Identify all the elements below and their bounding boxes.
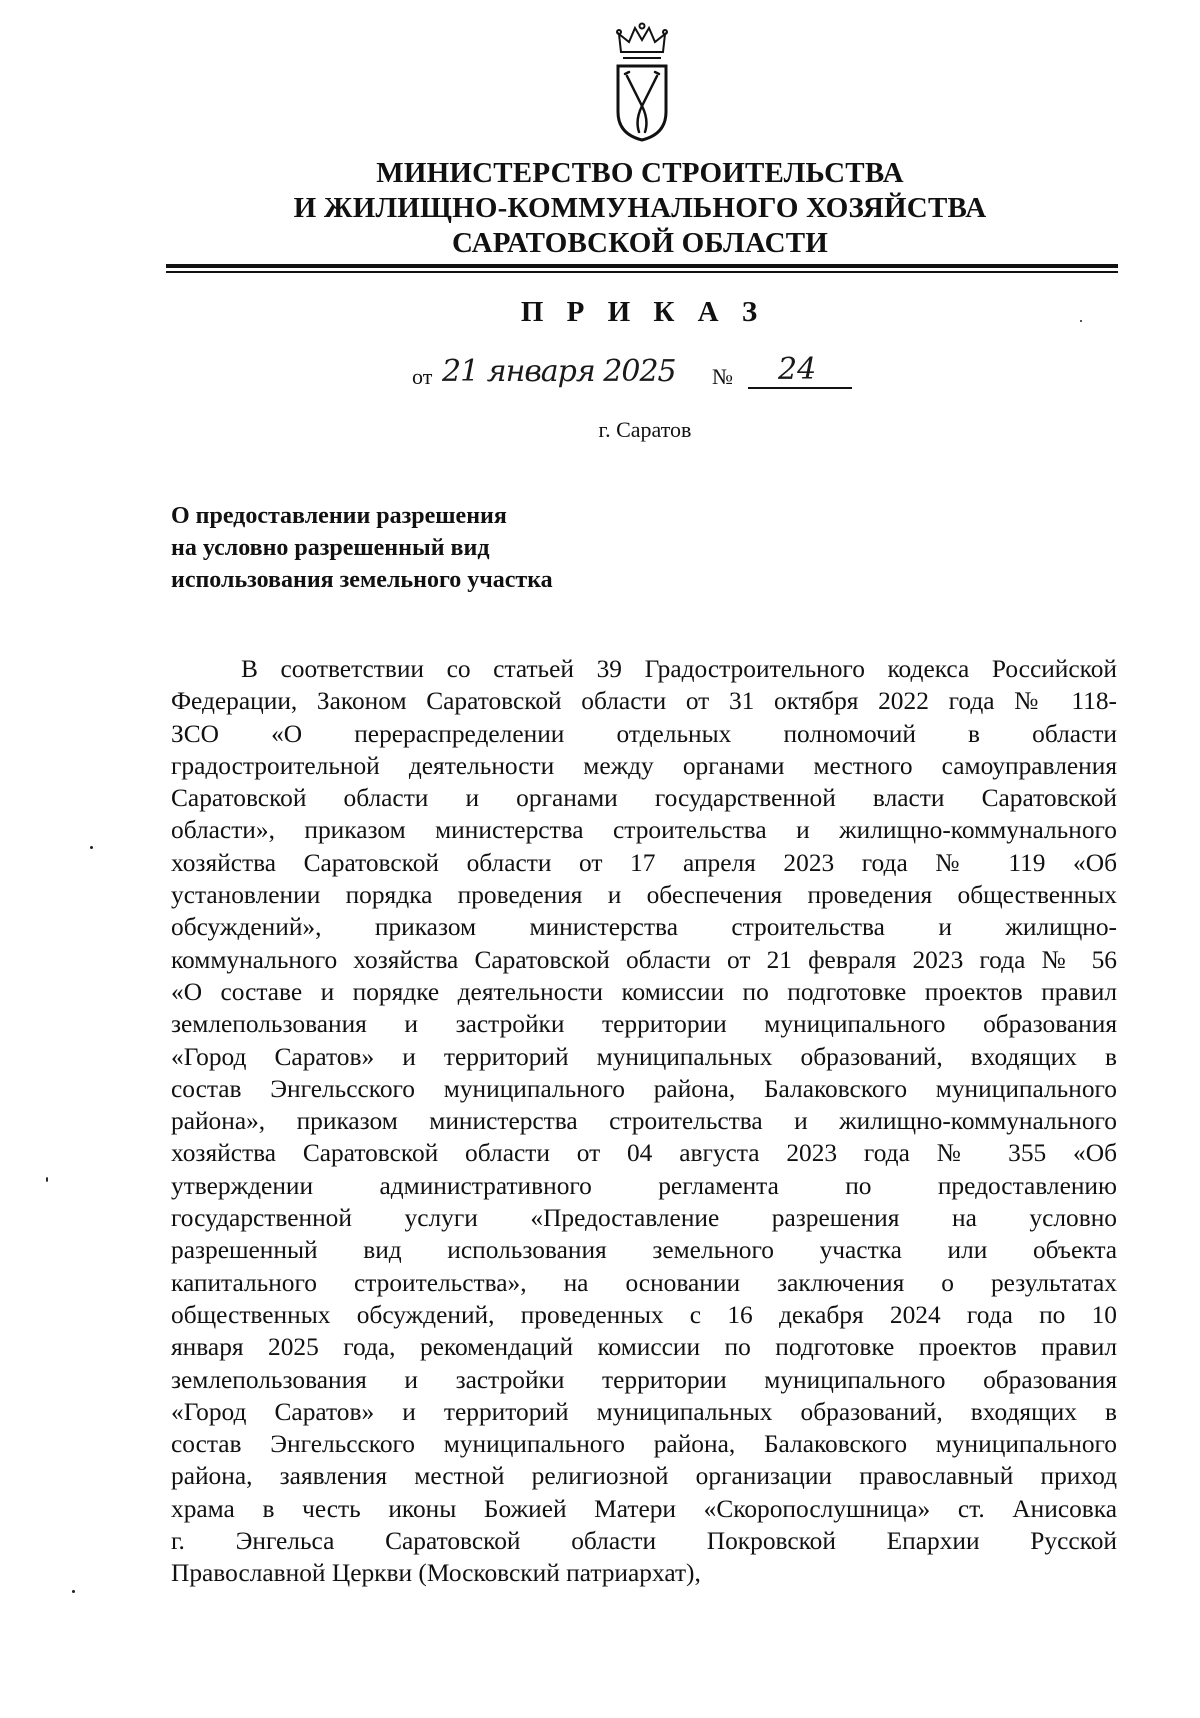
body-line: хозяйства Саратовской области от 17 апреля 2023 года № 119 «Об: [171, 848, 1117, 877]
body-line: коммунального хозяйства Саратовской области от 21 февраля 2023 года № 56: [171, 945, 1117, 974]
header-divider-thick: [166, 264, 1118, 268]
body-line: «Город Саратов» и территорий муниципальных образований, входящих в: [171, 1042, 1117, 1071]
body-line: землепользования и застройки территории муниципального образования: [171, 1365, 1117, 1394]
body-line: области», приказом министерства строительства и жилищно-коммунального: [171, 816, 1117, 845]
body-line: Федерации, Законом Саратовской области от 31 октября 2022 года № 118-: [171, 687, 1117, 716]
order-title: П Р И К А З: [520, 296, 766, 328]
subject-line-2: на условно разрешенный вид: [171, 535, 490, 561]
body-line: утверждении административного регламента по предоставлению: [171, 1171, 1117, 1200]
body-line: градостроительной деятельности между органами местного самоуправления: [171, 751, 1117, 780]
city-name: г. Саратов: [598, 417, 692, 442]
number-underline: [748, 387, 852, 389]
body-line: «Город Саратов» и территорий муниципальных образований, входящих в: [171, 1397, 1117, 1426]
body-line: землепользования и застройки территории муниципального образования: [171, 1010, 1117, 1039]
body-line: района», приказом министерства строительства и жилищно-коммунального: [171, 1107, 1117, 1136]
body-line: Православной Церкви (Московский патриархат),: [171, 1559, 701, 1588]
body-line: хозяйства Саратовской области от 04 августа 2023 года № 355 «Об: [171, 1139, 1117, 1168]
body-line: установлении порядка проведения и обеспечения проведения общественных: [171, 881, 1117, 910]
ministry-line-1: МИНИСТЕРСТВО СТРОИТЕЛЬСТВА: [376, 157, 904, 189]
body-line: государственной услуги «Предоставление разрешения на условно: [171, 1204, 1117, 1233]
body-line: г. Энгельса Саратовской области Покровской Епархии Русской: [171, 1527, 1117, 1556]
scan-speck: [46, 1177, 48, 1182]
order-date-number-line: [412, 354, 882, 394]
body-line: капитального строительства», на основании заключения о результатах: [171, 1268, 1117, 1297]
body-line: района, заявления местной религиозной организации православный приход: [171, 1462, 1117, 1491]
ministry-name: [130, 156, 1150, 261]
handwritten-date: 21 января 2025: [442, 354, 676, 389]
date-from-label: от: [412, 364, 433, 389]
body-line: состав Энгельсского муниципального района, Балаковского муниципального: [171, 1430, 1117, 1459]
body-line: Саратовской области и органами государственной власти Саратовской: [171, 784, 1117, 813]
body-line: храма в честь иконы Божией Матери «Скоропослушница» ст. Анисовка: [171, 1494, 1117, 1523]
ministry-line-2: И ЖИЛИЩНО-КОММУНАЛЬНОГО ХОЗЯЙСТВА: [293, 192, 987, 224]
body-line: января 2025 года, рекомендаций комиссии по подготовке проектов правил: [171, 1333, 1117, 1362]
ministry-line-3: САРАТОВСКОЙ ОБЛАСТИ: [451, 227, 829, 259]
subject-line-1: О предоставлении разрешения: [171, 503, 507, 529]
body-line: обсуждений», приказом министерства строительства и жилищно-: [171, 913, 1117, 942]
scan-speck: [72, 1590, 75, 1593]
body-line: В соответствии со статьей 39 Градостроительного кодекса Российской: [241, 655, 1117, 683]
order-body: [171, 653, 1117, 1590]
coat-of-arms-icon: [611, 22, 673, 142]
body-line: состав Энгельсского муниципального района, Балаковского муниципального: [171, 1074, 1117, 1103]
order-subject: [171, 500, 553, 596]
body-line: «О составе и порядке деятельности комиссии по подготовке проектов правил: [171, 977, 1117, 1006]
body-line: ЗСО «О перераспределении отдельных полномочий в области: [171, 719, 1117, 748]
scan-speck: [1080, 320, 1082, 322]
subject-line-3: использования земельного участка: [171, 567, 553, 593]
header-divider-thin: [166, 271, 1118, 273]
number-label: №: [712, 364, 733, 389]
handwritten-number: 24: [778, 352, 817, 387]
body-line: общественных обсуждений, проведенных с 16 декабря 2024 года по 10: [171, 1300, 1117, 1329]
body-line: разрешенный вид использования земельного участка или объекта: [171, 1236, 1117, 1265]
scan-speck: [90, 846, 93, 849]
